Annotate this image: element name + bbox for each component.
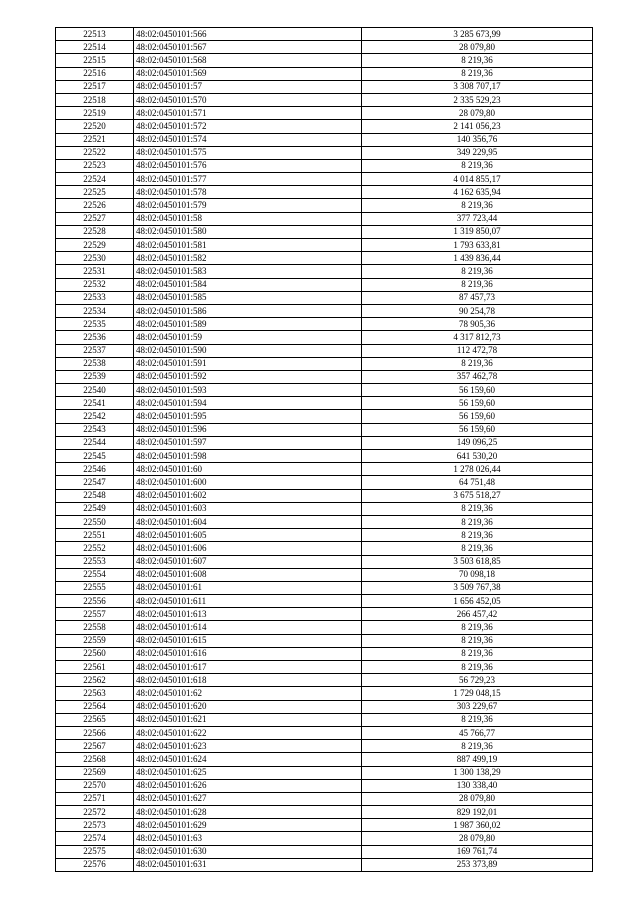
row-number-cell: 22564 — [56, 700, 134, 713]
cadastral-number-cell: 48:02:0450101:584 — [134, 278, 362, 291]
cadastral-value-table — [55, 27, 593, 872]
row-number-cell: 22541 — [56, 397, 134, 410]
cadastral-number-cell: 48:02:0450101:624 — [134, 753, 362, 766]
cadastral-number-cell: 48:02:0450101:590 — [134, 344, 362, 357]
row-number-cell: 22537 — [56, 344, 134, 357]
cadastral-value-cell: 4 317 812,73 — [362, 331, 593, 344]
table-row — [56, 120, 593, 133]
cadastral-number-cell: 48:02:0450101:604 — [134, 515, 362, 528]
cadastral-value-cell: 140 356,76 — [362, 133, 593, 146]
row-number-cell: 22542 — [56, 410, 134, 423]
cadastral-number-cell: 48:02:0450101:621 — [134, 713, 362, 726]
cadastral-value-cell: 1 793 633,81 — [362, 239, 593, 252]
cadastral-number-cell: 48:02:0450101:571 — [134, 107, 362, 120]
row-number-cell: 22527 — [56, 212, 134, 225]
table-row — [56, 726, 593, 739]
cadastral-number-cell: 48:02:0450101:611 — [134, 595, 362, 608]
row-number-cell: 22540 — [56, 384, 134, 397]
cadastral-number-cell: 48:02:0450101:631 — [134, 858, 362, 871]
row-number-cell: 22559 — [56, 634, 134, 647]
cadastral-value-cell: 56 159,60 — [362, 397, 593, 410]
row-number-cell: 22536 — [56, 331, 134, 344]
table-row — [56, 595, 593, 608]
table-row — [56, 608, 593, 621]
table-row — [56, 581, 593, 594]
row-number-cell: 22518 — [56, 93, 134, 106]
row-number-cell: 22552 — [56, 542, 134, 555]
table-row — [56, 133, 593, 146]
cadastral-number-cell: 48:02:0450101:615 — [134, 634, 362, 647]
row-number-cell: 22524 — [56, 173, 134, 186]
row-number-cell: 22533 — [56, 291, 134, 304]
cadastral-value-cell: 3 675 518,27 — [362, 489, 593, 502]
cadastral-number-cell: 48:02:0450101:570 — [134, 93, 362, 106]
row-number-cell: 22528 — [56, 225, 134, 238]
cadastral-number-cell: 48:02:0450101:617 — [134, 661, 362, 674]
cadastral-number-cell: 48:02:0450101:596 — [134, 423, 362, 436]
cadastral-value-cell: 149 096,25 — [362, 436, 593, 449]
cadastral-value-cell: 28 079,80 — [362, 107, 593, 120]
table-row — [56, 278, 593, 291]
table-row — [56, 621, 593, 634]
cadastral-value-cell: 70 098,18 — [362, 568, 593, 581]
row-number-cell: 22522 — [56, 146, 134, 159]
row-number-cell: 22545 — [56, 450, 134, 463]
cadastral-number-cell: 48:02:0450101:589 — [134, 318, 362, 331]
cadastral-number-cell: 48:02:0450101:626 — [134, 779, 362, 792]
cadastral-number-cell: 48:02:0450101:567 — [134, 41, 362, 54]
row-number-cell: 22568 — [56, 753, 134, 766]
cadastral-value-cell: 266 457,42 — [362, 608, 593, 621]
table-row — [56, 93, 593, 106]
table-row — [56, 80, 593, 93]
row-number-cell: 22567 — [56, 740, 134, 753]
cadastral-number-cell: 48:02:0450101:606 — [134, 542, 362, 555]
cadastral-value-cell: 64 751,48 — [362, 476, 593, 489]
row-number-cell: 22523 — [56, 159, 134, 172]
table-row — [56, 252, 593, 265]
cadastral-number-cell: 48:02:0450101:622 — [134, 726, 362, 739]
table-row — [56, 107, 593, 120]
table-row — [56, 291, 593, 304]
table-row — [56, 146, 593, 159]
cadastral-number-cell: 48:02:0450101:585 — [134, 291, 362, 304]
row-number-cell: 22554 — [56, 568, 134, 581]
cadastral-number-cell: 48:02:0450101:59 — [134, 331, 362, 344]
table-row — [56, 502, 593, 515]
table-row — [56, 529, 593, 542]
row-number-cell: 22529 — [56, 239, 134, 252]
cadastral-value-cell: 8 219,36 — [362, 542, 593, 555]
cadastral-value-cell: 28 079,80 — [362, 792, 593, 805]
cadastral-value-cell: 1 729 048,15 — [362, 687, 593, 700]
cadastral-number-cell: 48:02:0450101:61 — [134, 581, 362, 594]
cadastral-number-cell: 48:02:0450101:574 — [134, 133, 362, 146]
table-row — [56, 397, 593, 410]
row-number-cell: 22516 — [56, 67, 134, 80]
cadastral-value-cell: 8 219,36 — [362, 621, 593, 634]
cadastral-value-cell: 1 300 138,29 — [362, 766, 593, 779]
row-number-cell: 22520 — [56, 120, 134, 133]
table-row — [56, 159, 593, 172]
row-number-cell: 22573 — [56, 819, 134, 832]
cadastral-number-cell: 48:02:0450101:595 — [134, 410, 362, 423]
table-row — [56, 436, 593, 449]
cadastral-number-cell: 48:02:0450101:58 — [134, 212, 362, 225]
cadastral-number-cell: 48:02:0450101:583 — [134, 265, 362, 278]
row-number-cell: 22515 — [56, 54, 134, 67]
cadastral-number-cell: 48:02:0450101:581 — [134, 239, 362, 252]
cadastral-value-cell: 8 219,36 — [362, 647, 593, 660]
cadastral-number-cell: 48:02:0450101:62 — [134, 687, 362, 700]
table-row — [56, 54, 593, 67]
table-row — [56, 845, 593, 858]
table-row — [56, 41, 593, 54]
cadastral-number-cell: 48:02:0450101:613 — [134, 608, 362, 621]
table-row — [56, 463, 593, 476]
table-row — [56, 423, 593, 436]
cadastral-number-cell: 48:02:0450101:603 — [134, 502, 362, 515]
cadastral-value-cell: 8 219,36 — [362, 661, 593, 674]
cadastral-number-cell: 48:02:0450101:630 — [134, 845, 362, 858]
cadastral-value-cell: 4 162 635,94 — [362, 186, 593, 199]
table-row — [56, 239, 593, 252]
table-row — [56, 858, 593, 871]
table-row — [56, 67, 593, 80]
table-row — [56, 476, 593, 489]
table-body — [56, 28, 593, 872]
cadastral-number-cell: 48:02:0450101:591 — [134, 357, 362, 370]
cadastral-value-cell: 8 219,36 — [362, 529, 593, 542]
cadastral-number-cell: 48:02:0450101:608 — [134, 568, 362, 581]
row-number-cell: 22556 — [56, 595, 134, 608]
row-number-cell: 22576 — [56, 858, 134, 871]
table-row — [56, 792, 593, 805]
table-row — [56, 568, 593, 581]
cadastral-value-cell: 3 308 707,17 — [362, 80, 593, 93]
table-row — [56, 555, 593, 568]
table-row — [56, 410, 593, 423]
cadastral-number-cell: 48:02:0450101:627 — [134, 792, 362, 805]
cadastral-value-cell: 303 229,67 — [362, 700, 593, 713]
table-row — [56, 634, 593, 647]
row-number-cell: 22525 — [56, 186, 134, 199]
cadastral-value-cell: 56 159,60 — [362, 423, 593, 436]
cadastral-value-cell: 349 229,95 — [362, 146, 593, 159]
document-page — [55, 27, 592, 872]
table-row — [56, 199, 593, 212]
row-number-cell: 22570 — [56, 779, 134, 792]
cadastral-number-cell: 48:02:0450101:614 — [134, 621, 362, 634]
row-number-cell: 22513 — [56, 28, 134, 41]
row-number-cell: 22558 — [56, 621, 134, 634]
cadastral-value-cell: 4 014 855,17 — [362, 173, 593, 186]
cadastral-value-cell: 112 472,78 — [362, 344, 593, 357]
row-number-cell: 22548 — [56, 489, 134, 502]
cadastral-value-cell: 169 761,74 — [362, 845, 593, 858]
table-row — [56, 357, 593, 370]
table-row — [56, 713, 593, 726]
table-row — [56, 212, 593, 225]
row-number-cell: 22544 — [56, 436, 134, 449]
cadastral-value-cell: 253 373,89 — [362, 858, 593, 871]
cadastral-number-cell: 48:02:0450101:569 — [134, 67, 362, 80]
row-number-cell: 22555 — [56, 581, 134, 594]
cadastral-value-cell: 1 987 360,02 — [362, 819, 593, 832]
cadastral-number-cell: 48:02:0450101:607 — [134, 555, 362, 568]
table-row — [56, 674, 593, 687]
cadastral-value-cell: 45 766,77 — [362, 726, 593, 739]
cadastral-value-cell: 28 079,80 — [362, 41, 593, 54]
cadastral-value-cell: 8 219,36 — [362, 713, 593, 726]
table-row — [56, 832, 593, 845]
table-row — [56, 542, 593, 555]
cadastral-number-cell: 48:02:0450101:572 — [134, 120, 362, 133]
row-number-cell: 22532 — [56, 278, 134, 291]
row-number-cell: 22538 — [56, 357, 134, 370]
table-row — [56, 450, 593, 463]
row-number-cell: 22550 — [56, 515, 134, 528]
cadastral-number-cell: 48:02:0450101:600 — [134, 476, 362, 489]
cadastral-number-cell: 48:02:0450101:628 — [134, 806, 362, 819]
table-row — [56, 344, 593, 357]
cadastral-number-cell: 48:02:0450101:625 — [134, 766, 362, 779]
table-row — [56, 515, 593, 528]
row-number-cell: 22514 — [56, 41, 134, 54]
cadastral-value-cell: 887 499,19 — [362, 753, 593, 766]
row-number-cell: 22553 — [56, 555, 134, 568]
cadastral-value-cell: 8 219,36 — [362, 199, 593, 212]
row-number-cell: 22551 — [56, 529, 134, 542]
row-number-cell: 22539 — [56, 370, 134, 383]
cadastral-number-cell: 48:02:0450101:63 — [134, 832, 362, 845]
table-row — [56, 779, 593, 792]
row-number-cell: 22531 — [56, 265, 134, 278]
cadastral-number-cell: 48:02:0450101:57 — [134, 80, 362, 93]
cadastral-number-cell: 48:02:0450101:618 — [134, 674, 362, 687]
cadastral-value-cell: 1 656 452,05 — [362, 595, 593, 608]
cadastral-number-cell: 48:02:0450101:576 — [134, 159, 362, 172]
row-number-cell: 22557 — [56, 608, 134, 621]
cadastral-number-cell: 48:02:0450101:594 — [134, 397, 362, 410]
cadastral-value-cell: 8 219,36 — [362, 515, 593, 528]
cadastral-value-cell: 829 192,01 — [362, 806, 593, 819]
cadastral-number-cell: 48:02:0450101:575 — [134, 146, 362, 159]
cadastral-number-cell: 48:02:0450101:577 — [134, 173, 362, 186]
cadastral-value-cell: 78 905,36 — [362, 318, 593, 331]
cadastral-number-cell: 48:02:0450101:586 — [134, 304, 362, 317]
cadastral-value-cell: 3 503 618,85 — [362, 555, 593, 568]
cadastral-number-cell: 48:02:0450101:566 — [134, 28, 362, 41]
table-row — [56, 687, 593, 700]
cadastral-value-cell: 8 219,36 — [362, 159, 593, 172]
cadastral-number-cell: 48:02:0450101:620 — [134, 700, 362, 713]
cadastral-number-cell: 48:02:0450101:579 — [134, 199, 362, 212]
cadastral-number-cell: 48:02:0450101:602 — [134, 489, 362, 502]
table-row — [56, 700, 593, 713]
table-row — [56, 766, 593, 779]
cadastral-value-cell: 8 219,36 — [362, 54, 593, 67]
row-number-cell: 22565 — [56, 713, 134, 726]
table-row — [56, 370, 593, 383]
table-row — [56, 28, 593, 41]
cadastral-number-cell: 48:02:0450101:593 — [134, 384, 362, 397]
table-row — [56, 806, 593, 819]
table-row — [56, 265, 593, 278]
row-number-cell: 22561 — [56, 661, 134, 674]
row-number-cell: 22562 — [56, 674, 134, 687]
cadastral-value-cell: 641 530,20 — [362, 450, 593, 463]
row-number-cell: 22572 — [56, 806, 134, 819]
table-row — [56, 173, 593, 186]
row-number-cell: 22519 — [56, 107, 134, 120]
cadastral-value-cell: 1 278 026,44 — [362, 463, 593, 476]
cadastral-number-cell: 48:02:0450101:605 — [134, 529, 362, 542]
row-number-cell: 22574 — [56, 832, 134, 845]
table-row — [56, 661, 593, 674]
cadastral-value-cell: 8 219,36 — [362, 265, 593, 278]
row-number-cell: 22569 — [56, 766, 134, 779]
row-number-cell: 22543 — [56, 423, 134, 436]
cadastral-number-cell: 48:02:0450101:60 — [134, 463, 362, 476]
cadastral-number-cell: 48:02:0450101:578 — [134, 186, 362, 199]
cadastral-value-cell: 8 219,36 — [362, 502, 593, 515]
table-row — [56, 384, 593, 397]
row-number-cell: 22517 — [56, 80, 134, 93]
cadastral-number-cell: 48:02:0450101:580 — [134, 225, 362, 238]
row-number-cell: 22566 — [56, 726, 134, 739]
row-number-cell: 22571 — [56, 792, 134, 805]
table-row — [56, 740, 593, 753]
cadastral-value-cell: 90 254,78 — [362, 304, 593, 317]
cadastral-value-cell: 1 319 850,07 — [362, 225, 593, 238]
cadastral-value-cell: 8 219,36 — [362, 634, 593, 647]
cadastral-value-cell: 2 335 529,23 — [362, 93, 593, 106]
table-row — [56, 331, 593, 344]
row-number-cell: 22521 — [56, 133, 134, 146]
table-row — [56, 225, 593, 238]
cadastral-number-cell: 48:02:0450101:568 — [134, 54, 362, 67]
table-row — [56, 753, 593, 766]
cadastral-value-cell: 2 141 056,23 — [362, 120, 593, 133]
cadastral-number-cell: 48:02:0450101:629 — [134, 819, 362, 832]
cadastral-value-cell: 1 439 836,44 — [362, 252, 593, 265]
row-number-cell: 22549 — [56, 502, 134, 515]
cadastral-number-cell: 48:02:0450101:616 — [134, 647, 362, 660]
table-row — [56, 819, 593, 832]
cadastral-value-cell: 56 729,23 — [362, 674, 593, 687]
cadastral-value-cell: 8 219,36 — [362, 278, 593, 291]
row-number-cell: 22575 — [56, 845, 134, 858]
cadastral-number-cell: 48:02:0450101:623 — [134, 740, 362, 753]
cadastral-value-cell: 28 079,80 — [362, 832, 593, 845]
cadastral-value-cell: 130 338,40 — [362, 779, 593, 792]
row-number-cell: 22547 — [56, 476, 134, 489]
cadastral-value-cell: 87 457,73 — [362, 291, 593, 304]
table-row — [56, 647, 593, 660]
row-number-cell: 22563 — [56, 687, 134, 700]
cadastral-value-cell: 56 159,60 — [362, 384, 593, 397]
row-number-cell: 22530 — [56, 252, 134, 265]
row-number-cell: 22534 — [56, 304, 134, 317]
cadastral-value-cell: 3 285 673,99 — [362, 28, 593, 41]
table-row — [56, 304, 593, 317]
cadastral-number-cell: 48:02:0450101:592 — [134, 370, 362, 383]
cadastral-number-cell: 48:02:0450101:582 — [134, 252, 362, 265]
cadastral-value-cell: 3 509 767,38 — [362, 581, 593, 594]
row-number-cell: 22526 — [56, 199, 134, 212]
row-number-cell: 22535 — [56, 318, 134, 331]
cadastral-value-cell: 8 219,36 — [362, 357, 593, 370]
cadastral-value-cell: 357 462,78 — [362, 370, 593, 383]
cadastral-number-cell: 48:02:0450101:598 — [134, 450, 362, 463]
row-number-cell: 22560 — [56, 647, 134, 660]
cadastral-value-cell: 8 219,36 — [362, 67, 593, 80]
row-number-cell: 22546 — [56, 463, 134, 476]
table-row — [56, 186, 593, 199]
cadastral-value-cell: 8 219,36 — [362, 740, 593, 753]
cadastral-value-cell: 377 723,44 — [362, 212, 593, 225]
cadastral-value-cell: 56 159,60 — [362, 410, 593, 423]
table-row — [56, 318, 593, 331]
cadastral-number-cell: 48:02:0450101:597 — [134, 436, 362, 449]
table-row — [56, 489, 593, 502]
